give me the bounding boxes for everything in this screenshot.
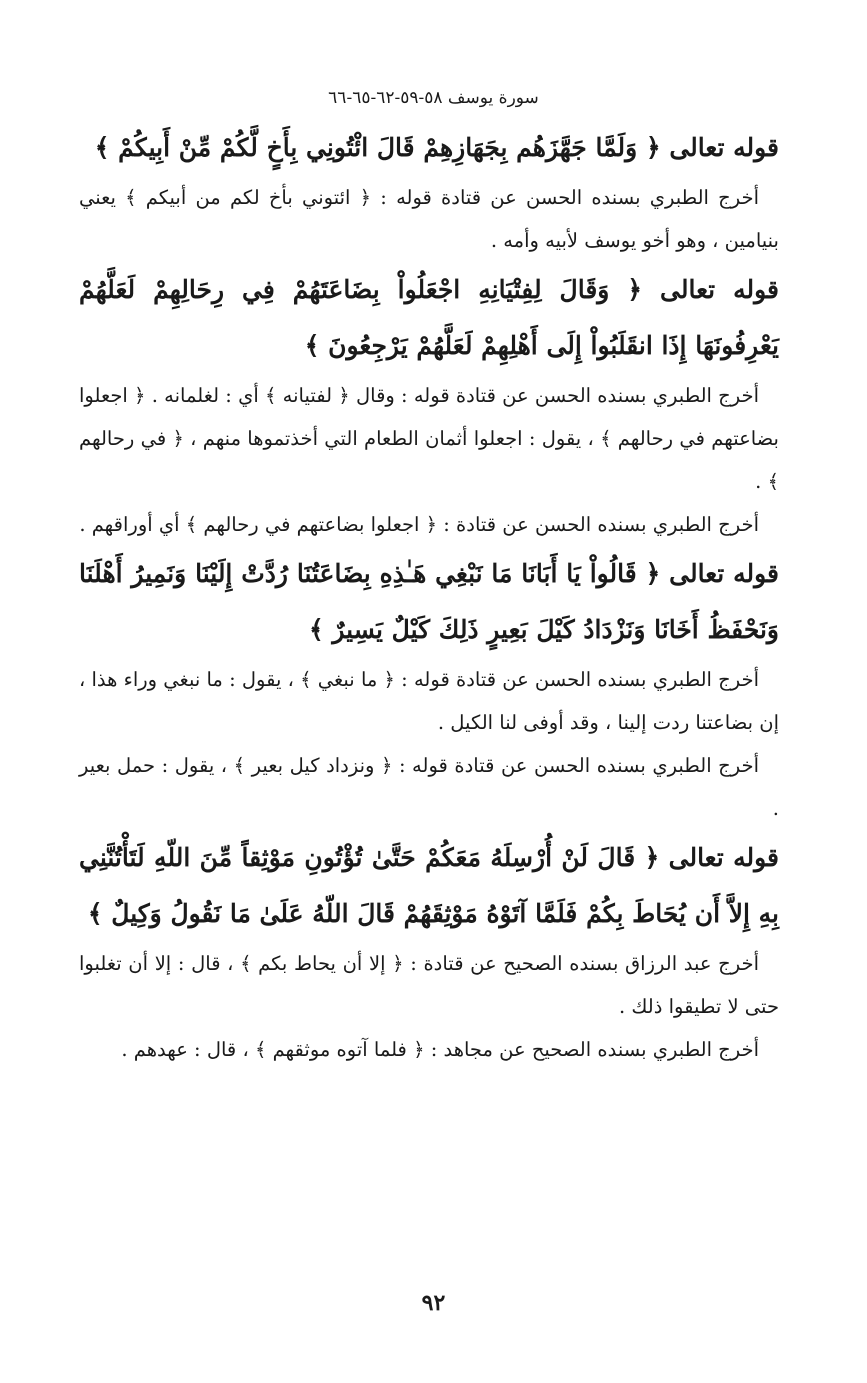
page-body (79, 120, 779, 1071)
ornate-bracket-open: ﴿ (645, 133, 661, 162)
verse-heading (79, 262, 779, 374)
ornate-bracket-close: ﴾ (308, 615, 324, 644)
narration-paragraph: أخرج الطبري بسنده الصحيح عن مجاهد : ﴿ فلما آتوه موثقهم ﴾ ، قال : عهدهم . (121, 1038, 759, 1061)
verse-heading (79, 120, 779, 176)
narration-paragraph: أخرج الطبري بسنده الحسن عن قتادة قوله : ﴿ ونزداد كيل بعير ﴾ ، يقول : حمل بعير . (79, 754, 779, 820)
verse-text: قَالُواْ يَا أَبَانَا مَا نَبْغِي هَـٰذِهِ بِضَاعَتُنَا رُدَّتْ إِلَيْنَا وَنَمِيرُ أَهْلَنَا وَنَحْفَظُ أَخَانَا وَنَزْدَادُ كَيْلَ بَعِيرٍ ذَلِكَ كَيْلٌ يَسِيرٌ (79, 559, 779, 644)
ornate-bracket-close: ﴾ (304, 331, 320, 360)
narration-paragraph: أخرج عبد الرزاق بسنده الصحيح عن قتادة : ﴿ إلا أن يحاط بكم ﴾ ، قال : إلا أن تغلبوا حتى لا تطيقوا ذلك . (79, 952, 779, 1018)
narration-paragraph: أخرج الطبري بسنده الحسن عن قتادة قوله : وقال ﴿ لفتيانه ﴾ أي : لغلمانه . ﴿ اجعلوا بضاعتهم في رحالهم ﴾ ، يقول : اجعلوا أثمان الطعام التي أخذتموها منهم ، ﴿ في رحالهم ﴾ . (79, 384, 779, 493)
ornate-bracket-close: ﴾ (87, 899, 103, 928)
verse-lead: قوله تعالى (668, 843, 779, 872)
verse-lead: قوله تعالى (669, 559, 779, 588)
verse-lead: قوله تعالى (669, 133, 779, 162)
verse-heading (79, 546, 779, 658)
narration-paragraph: أخرج الطبري بسنده الحسن عن قتادة قوله : ﴿ ما نبغي ﴾ ، يقول : ما نبغي وراء هذا ، إن بضاعتنا ردت إلينا ، وقد أوفى لنا الكيل . (79, 668, 779, 734)
narration-paragraph: أخرج الطبري بسنده الحسن عن قتادة : ﴿ اجعلوا بضاعتهم في رحالهم ﴾ أي أوراقهم . (79, 513, 759, 536)
ornate-bracket-open: ﴿ (627, 275, 643, 304)
verse-text: وَلَمَّا جَهَّزَهُم بِجَهَازِهِمْ قَالَ ائْتُونِي بِأَخٍ لَّكُمْ مِّنْ أَبِيكُمْ (118, 133, 638, 162)
ornate-bracket-open: ﴿ (645, 559, 661, 588)
verse-text: قَالَ لَنْ أُرْسِلَهُ مَعَكُمْ حَتَّىٰ تُؤْتُونِ مَوْثِقاً مِّنَ اللّهِ لَتَأْتُنَّنِي بِهِ إِلاَّ أَن يُحَاطَ بِكُمْ فَلَمَّا آتَوْهُ مَوْثِقَهُمْ قَالَ اللّهُ عَلَىٰ مَا نَقُولُ وَكِيلٌ (79, 843, 779, 928)
verse-heading (79, 830, 779, 942)
ornate-bracket-open: ﴿ (644, 843, 660, 872)
ornate-bracket-close: ﴾ (94, 133, 110, 162)
verse-text: وَقَالَ لِفِتْيَانِهِ اجْعَلُواْ بِضَاعَتَهُمْ فِي رِحَالِهِمْ لَعَلَّهُمْ يَعْرِفُونَهَا إِذَا انقَلَبُواْ إِلَى أَهْلِهِمْ لَعَلَّهُمْ يَرْجِعُونَ (79, 275, 779, 360)
narration-paragraph: أخرج الطبري بسنده الحسن عن قتادة قوله : ﴿ ائتوني بأخ لكم من أبيكم ﴾ يعني بنيامين ، وهو أخو يوسف لأبيه وأمه . (79, 186, 779, 252)
running-head: سورة يوسف ٥٨-٥٩-٦٢-٦٥-٦٦ (328, 88, 539, 108)
page-number: ٩٢ (421, 1290, 446, 1316)
verse-lead: قوله تعالى (660, 275, 779, 304)
